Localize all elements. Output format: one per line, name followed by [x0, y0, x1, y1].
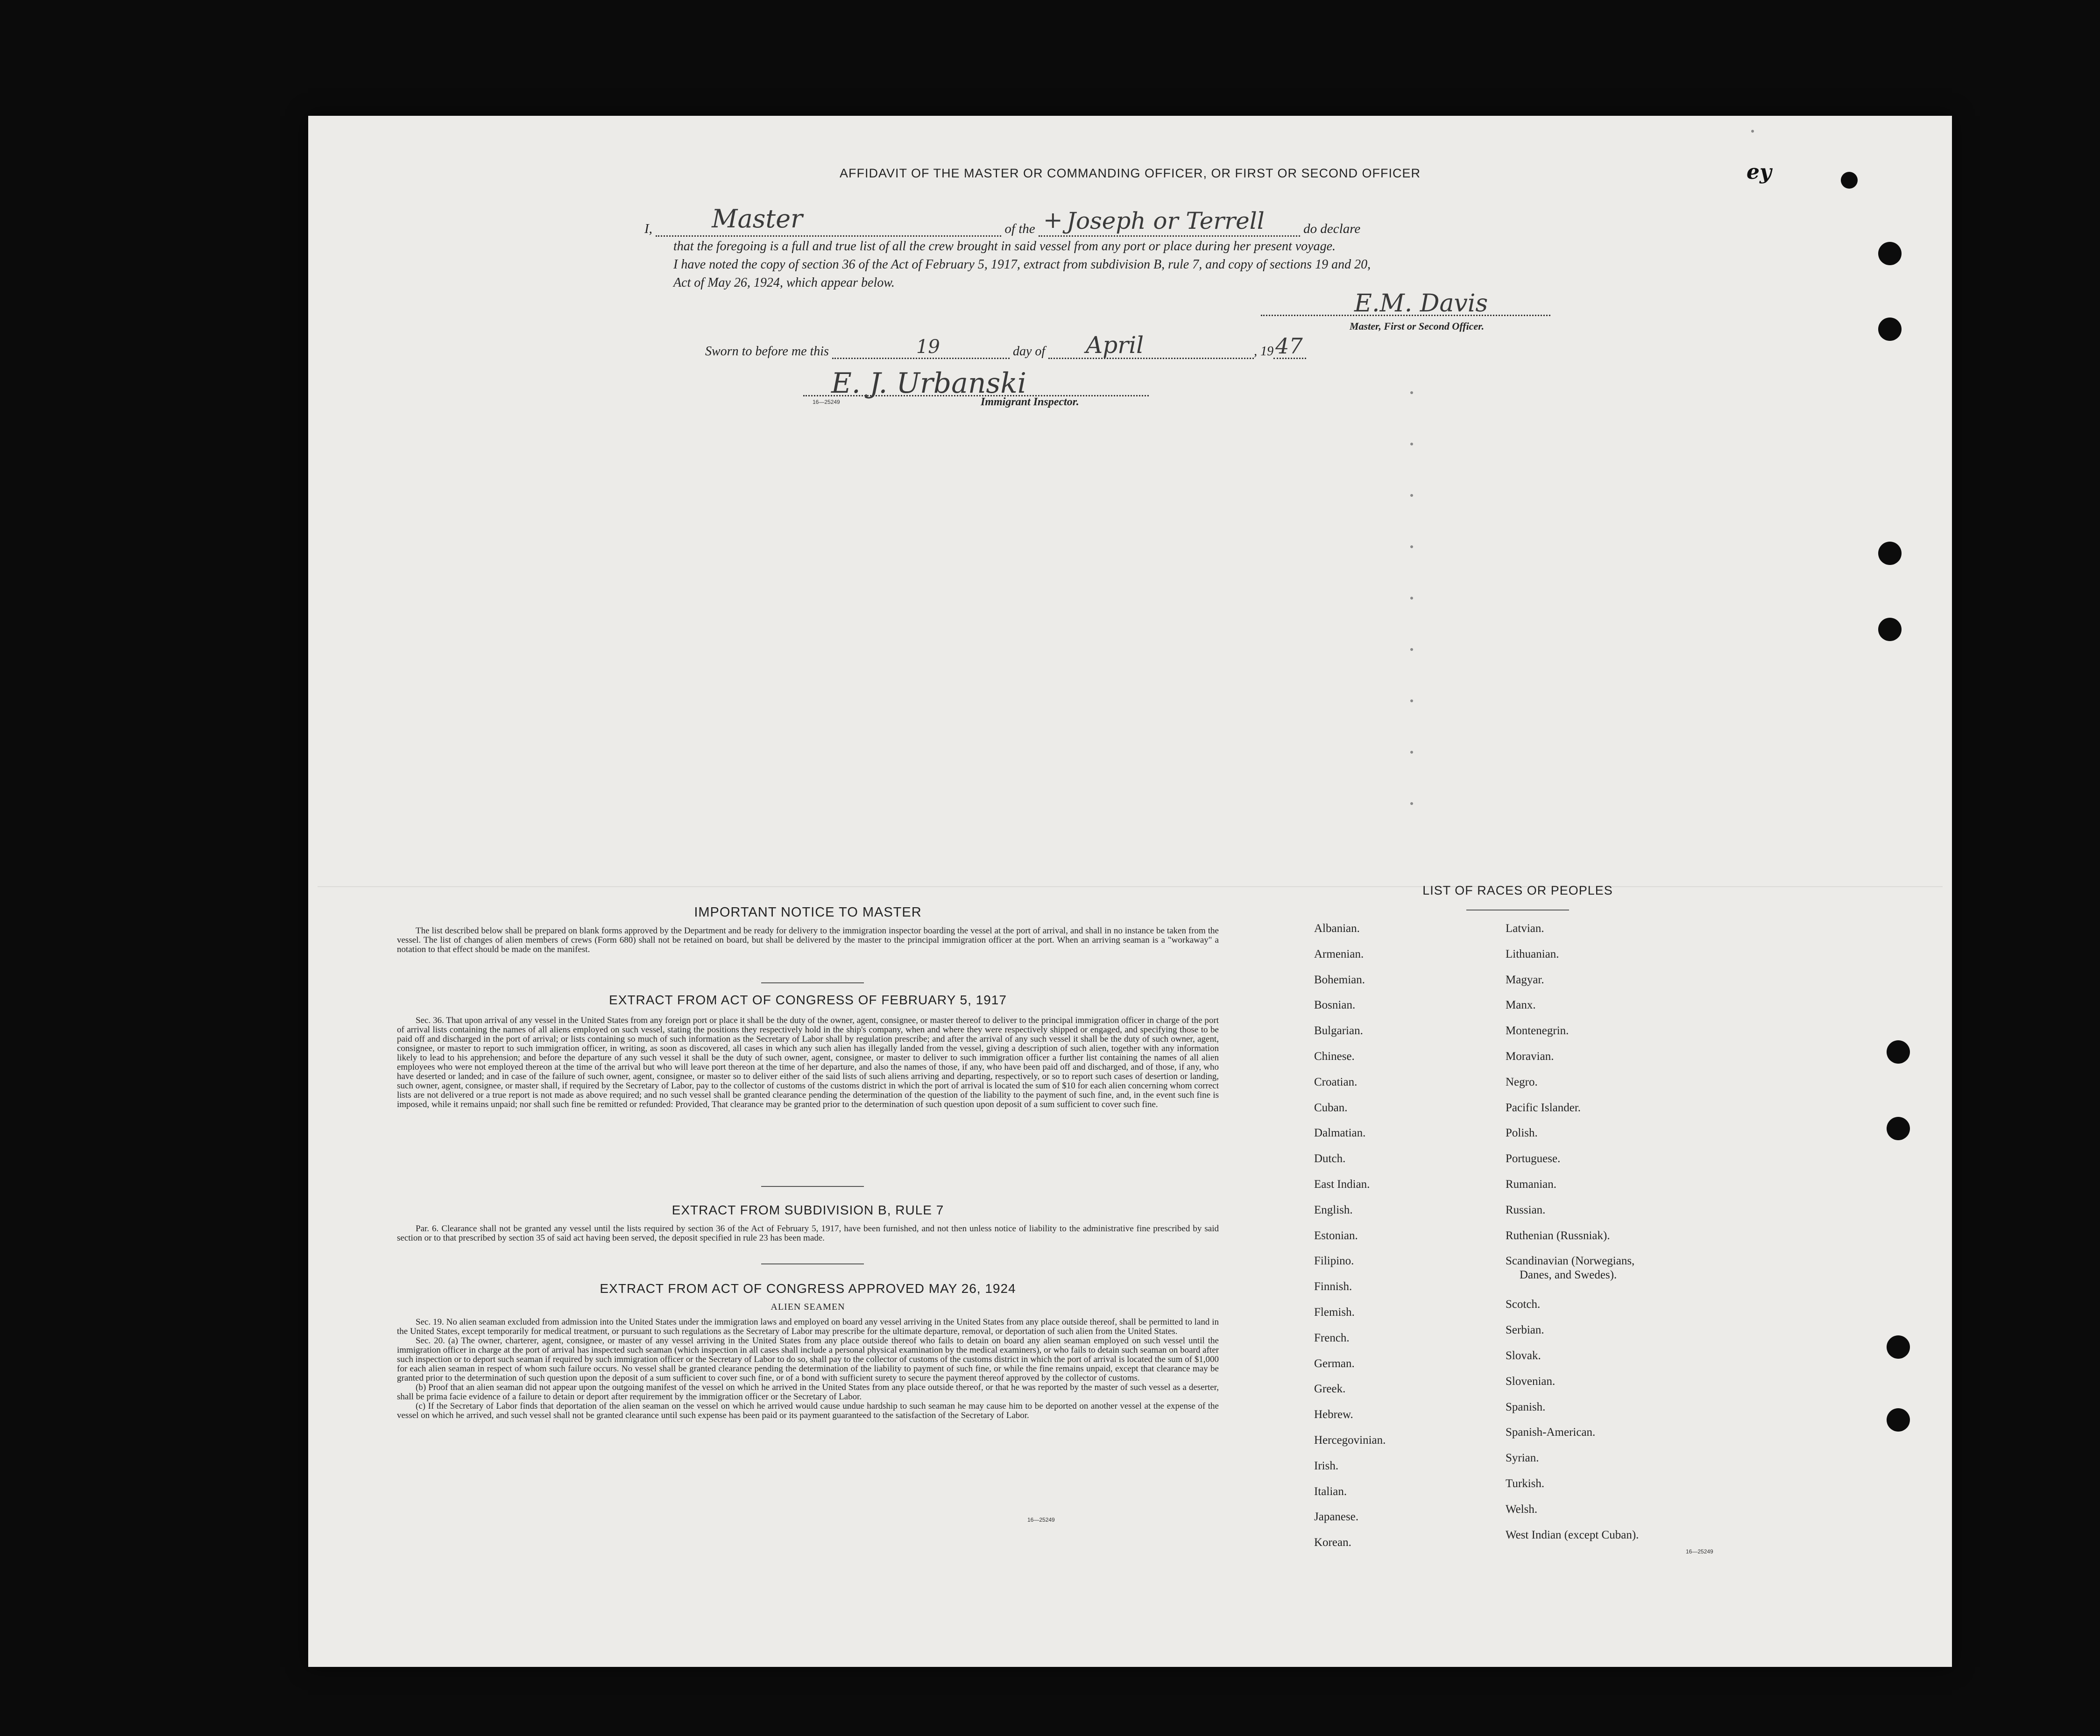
- race-item: Slovenian.: [1506, 1375, 1556, 1388]
- race-item: Italian.: [1314, 1485, 1347, 1498]
- name-handwritten: Master: [712, 204, 803, 233]
- race-item: Manx.: [1506, 999, 1536, 1012]
- race-item: Montenegrin.: [1506, 1024, 1569, 1037]
- year-prefix: , 19: [1254, 344, 1274, 359]
- punch-hole: [1878, 242, 1902, 265]
- faint-mark: [1410, 597, 1413, 600]
- month-handwritten: April: [1086, 332, 1144, 359]
- faint-mark: [1751, 130, 1754, 133]
- race-item: Syrian.: [1506, 1452, 1539, 1465]
- races-left-column: [1314, 922, 1386, 1561]
- race-item: Bulgarian.: [1314, 1024, 1363, 1037]
- race-item: Polish.: [1506, 1127, 1538, 1140]
- punch-hole: [1887, 1117, 1910, 1140]
- race-item: Dutch.: [1314, 1152, 1346, 1165]
- race-item: Russian.: [1506, 1203, 1546, 1216]
- race-item: Cuban.: [1314, 1101, 1348, 1114]
- corner-mark: ey: [1746, 160, 1772, 184]
- faint-mark: [1410, 648, 1413, 651]
- race-item: Rumanian.: [1506, 1178, 1557, 1191]
- race-item: Negro.: [1506, 1075, 1538, 1088]
- faint-mark: [1410, 391, 1413, 394]
- extract-rule7-body: Par. 6. Clearance shall not be granted any vessel until the lists required by section 36 of the Act of February 5, 1917, have been furnished, and not then unless notice of liability to the administrative fine prescribed by said section or to that prescribed by section 35 of said act having been served, the deposit specified in rule 23 has been made.: [397, 1224, 1219, 1243]
- race-item: Hercegovinian.: [1314, 1433, 1386, 1447]
- declaration-line-2: that the foregoing is a full and true list of all the crew brought in said vessel from any port or place during her present voyage.: [673, 239, 1336, 254]
- races-right-column: [1506, 922, 1639, 1553]
- section-20a-paragraph: Sec. 20. (a) The owner, charterer, agent, consignee, or master of any vessel arriving in the United States from any place outside thereof who fails to detain on board any alien seaman employed on such vessel until the immigration officer in charge at the port of arrival has inspected such seaman (which inspection in all cases shall include a personal physical examination by the medical examiners), or who fails to detain such seaman on board after such inspection or to deport such seaman if required by such immigration officer or the Secretary of Labor to do so, shall pay to the collector of customs of the customs district in which the port of arrival is located the sum of $1,000 for each alien seaman in respect of whom such failure occurs. No vessel shall be granted clearance pending the determination of the liability to payment of such fine, or while the fine remains unpaid, except that clearance may be granted prior to the determination of such question upon the deposit of a sum sufficient to cover such fine, or of a bond with sufficient surety to secure the payment thereof approved by the collector of customs.: [397, 1336, 1219, 1383]
- race-item: East Indian.: [1314, 1178, 1370, 1191]
- race-item: Finnish.: [1314, 1280, 1352, 1293]
- race-item: Moravian.: [1506, 1050, 1554, 1063]
- race-item: Estonian.: [1314, 1229, 1358, 1242]
- race-item: Spanish-American.: [1506, 1426, 1596, 1439]
- form-number-left: 16—25249: [1027, 1517, 1055, 1523]
- race-item: Armenian.: [1314, 947, 1364, 960]
- race-item: Irish.: [1314, 1459, 1339, 1472]
- race-item: Dalmatian.: [1314, 1127, 1366, 1140]
- notice-body: The list described below shall be prepared on blank forms approved by the Department and be ready for delivery to the immigration inspector boarding the vessel at the port of arrival, and shall in no instance be taken from the vessel. The list of changes of alien members of crews (Form 680) shall not be retained on board, but shall be delivered by the master to the principal immigration officer at the port. When an arriving seaman is a "workaway" a notation to that effect should be made on the manifest.: [397, 926, 1219, 954]
- race-item: Japanese.: [1314, 1510, 1359, 1524]
- race-item: Chinese.: [1314, 1050, 1355, 1063]
- race-item: Spanish.: [1506, 1400, 1546, 1413]
- day-handwritten: 19: [916, 336, 940, 358]
- extract-1924-subtitle: ALIEN SEAMEN: [771, 1302, 845, 1312]
- do-declare-label: do declare: [1303, 221, 1361, 236]
- form-number-right: 16—25249: [1686, 1548, 1713, 1555]
- master-signature: E.M. Davis: [1354, 289, 1488, 318]
- extract-rule7-title: EXTRACT FROM SUBDIVISION B, RULE 7: [672, 1203, 944, 1217]
- race-item-continuation: Danes, and Swedes).: [1520, 1269, 1617, 1282]
- inspector-signature: E. J. Urbanski: [831, 367, 1026, 400]
- master-signature-line: [1261, 289, 1550, 318]
- faint-mark: [1410, 751, 1413, 754]
- race-item: Croatian.: [1314, 1075, 1358, 1088]
- race-item: Bosnian.: [1314, 999, 1356, 1012]
- document-page: [308, 116, 1952, 1667]
- divider-2: [761, 1186, 864, 1187]
- divider-3: [761, 1263, 864, 1264]
- race-item: Scotch.: [1506, 1298, 1541, 1311]
- punch-hole: [1887, 1040, 1910, 1064]
- faint-mark: [1410, 443, 1413, 445]
- declaration-line-3: I have noted the copy of section 36 of the Act of February 5, 1917, extract from subdivision B, rule 7, and copy of sections 19 and 20,: [673, 257, 1371, 272]
- punch-hole: [1878, 618, 1902, 641]
- faint-mark: [1410, 545, 1413, 548]
- race-item: Scandinavian (Norwegians,: [1506, 1255, 1635, 1268]
- vessel-field: [1039, 206, 1300, 237]
- punch-hole: [1878, 318, 1902, 341]
- punch-hole: [1887, 1335, 1910, 1359]
- inspector-caption: Immigrant Inspector.: [981, 396, 1079, 408]
- signature-caption: Master, First or Second Officer.: [1350, 320, 1485, 332]
- punch-hole: [1841, 172, 1858, 189]
- race-item: Welsh.: [1506, 1503, 1538, 1516]
- section-20c-paragraph: (c) If the Secretary of Labor finds that deportation of the alien seaman on the vessel on which he arrived would cause undue hardship to such seaman he may cause him to be deported on another vessel at the expense of the vessel on which he arrived, and such vessel shall not be granted clearance until such expense has been paid or its payment guaranteed to the satisfaction of the Secretary of Labor.: [397, 1401, 1219, 1420]
- race-item: Lithuanian.: [1506, 947, 1559, 960]
- month-field: [1048, 332, 1254, 359]
- affidavit-title: AFFIDAVIT OF THE MASTER OR COMMANDING OFFICER, OR FIRST OR SECOND OFFICER: [839, 166, 1421, 180]
- faint-mark: [1410, 699, 1413, 702]
- sworn-label: Sworn to before me this: [705, 344, 829, 359]
- extract-1917-body: Sec. 36. That upon arrival of any vessel in the United States from any foreign port or place it shall be the duty of the owner, agent, consignee, or master thereof to deliver to the principal immigration officer in charge of the port of arrival lists containing the names of all aliens employed on such vessel, stating the positions they respectively hold in the ship's company, when and where they were respectively shipped or engaged, and specifying those to be paid off and discharged in the port of arrival; or lists containing so much of such information as the Secretary of Labor shall by regulation prescribe; and after the arrival of any such vessel it shall be the duty of such owner, agent, consignee, or master to report to such immigration officer, in writing, as soon as discovered, all cases in which any such alien has illegally landed from the vessel, giving a description of such alien, together with any information likely to lead to his apprehension; and before the departure of any such vessel it shall be the duty of such owner, agent, consignee, or master to deliver to such immigration officer a further list containing the names of all alien employees who were not employed thereon at the time of the arrival but who will leave port thereon at the time of her departure, and also the names of those, if any, who have been paid off and discharged, and of those, if any, who have deserted or landed; and in case of the failure of such owner, agent, consignee, or master so to deliver either of the said lists of such aliens arriving and departing, respectively, or so to report such cases of desertion or landing, such owner, agent, consignee, or master shall, if required by the Secretary of Labor, pay to the collector of customs of the customs district in which the port of arrival is located the sum of $10 for each alien concerning whom correct lists are not delivered or a true report is not made as above required; and no such vessel shall be granted clearance pending the determination of the question of the liability to the payment of such fine, and, in the event such fine is imposed, while it remains unpaid; nor shall such fine be remitted or refunded: Provided, That clearance may be granted prior to the determination of such question upon deposit of a sum sufficient to cover such fine.: [397, 1016, 1219, 1109]
- race-item: Bohemian.: [1314, 973, 1365, 986]
- race-item: French.: [1314, 1331, 1350, 1344]
- race-item: West Indian (except Cuban).: [1506, 1528, 1639, 1541]
- day-field: [832, 336, 1010, 359]
- race-item: Filipino.: [1314, 1255, 1354, 1268]
- section-20b-paragraph: (b) Proof that an alien seaman did not appear upon the outgoing manifest of the vessel on which he arrived in the United States from any place outside thereof, or that he was reported by the master of such vessel as a deserter, shall be prima facie evidence of a failure to detain or deport after requirement by the immigration officer or the Secretary of Labor.: [397, 1383, 1219, 1402]
- of-the-label: of the: [1004, 221, 1035, 236]
- race-item: Magyar.: [1506, 973, 1544, 986]
- declaration-line-4: Act of May 26, 1924, which appear below.: [673, 275, 895, 290]
- race-item: English.: [1314, 1203, 1353, 1216]
- vessel-handwritten: Joseph or Terrell: [1066, 207, 1265, 234]
- race-item: Serbian.: [1506, 1324, 1544, 1337]
- day-of-label: day of: [1012, 344, 1046, 359]
- name-field: [656, 204, 1001, 237]
- divider-1: [761, 982, 864, 983]
- race-item: German.: [1314, 1357, 1355, 1370]
- race-item: Turkish.: [1506, 1477, 1545, 1490]
- race-item: Slovak.: [1506, 1349, 1541, 1362]
- extract-1917-title: EXTRACT FROM ACT OF CONGRESS OF FEBRUARY 5, 1917: [609, 993, 1007, 1007]
- race-item: Ruthenian (Russniak).: [1506, 1229, 1610, 1242]
- race-item: Pacific Islander.: [1506, 1101, 1581, 1114]
- race-item: Korean.: [1314, 1536, 1351, 1549]
- race-item: Portuguese.: [1506, 1152, 1561, 1165]
- race-item: Greek.: [1314, 1383, 1346, 1396]
- sworn-line: [705, 332, 1306, 359]
- year-field: [1273, 333, 1306, 359]
- section-19-paragraph: Sec. 19. No alien seaman excluded from admission into the United States under the immigration laws and employed on board any vessel arriving in the United States from any place outside thereof, shall be permitted to land in the United States, except temporarily for medical treatment, or pursuant to such regulations as the Secretary of Labor may prescribe for the ultimate departure, removal, or deportation of such alien from the United States.: [397, 1317, 1219, 1336]
- races-title: LIST OF RACES OR PEOPLES: [1422, 883, 1613, 897]
- race-item-scandinavian: [1506, 1254, 1639, 1298]
- race-item: Flemish.: [1314, 1306, 1355, 1319]
- extract-1924-title: EXTRACT FROM ACT OF CONGRESS APPROVED MAY 26, 1924: [600, 1281, 1016, 1296]
- punch-hole: [1887, 1408, 1910, 1432]
- year-handwritten: 47: [1275, 333, 1303, 359]
- inspector-signature-line: [803, 367, 1149, 400]
- i-label: I,: [644, 221, 652, 236]
- race-item: Hebrew.: [1314, 1408, 1353, 1421]
- vessel-prefix-mark: +: [1043, 206, 1063, 233]
- form-number-top: 16—25249: [813, 399, 840, 405]
- notice-title: IMPORTANT NOTICE TO MASTER: [694, 905, 922, 920]
- race-item: Latvian.: [1506, 922, 1544, 935]
- faint-mark: [1410, 494, 1413, 497]
- race-item: Albanian.: [1314, 922, 1360, 935]
- faint-mark: [1410, 802, 1413, 805]
- declaration-line-1: [644, 204, 1361, 237]
- punch-hole: [1878, 542, 1902, 565]
- extract-1924-body: [397, 1318, 1219, 1420]
